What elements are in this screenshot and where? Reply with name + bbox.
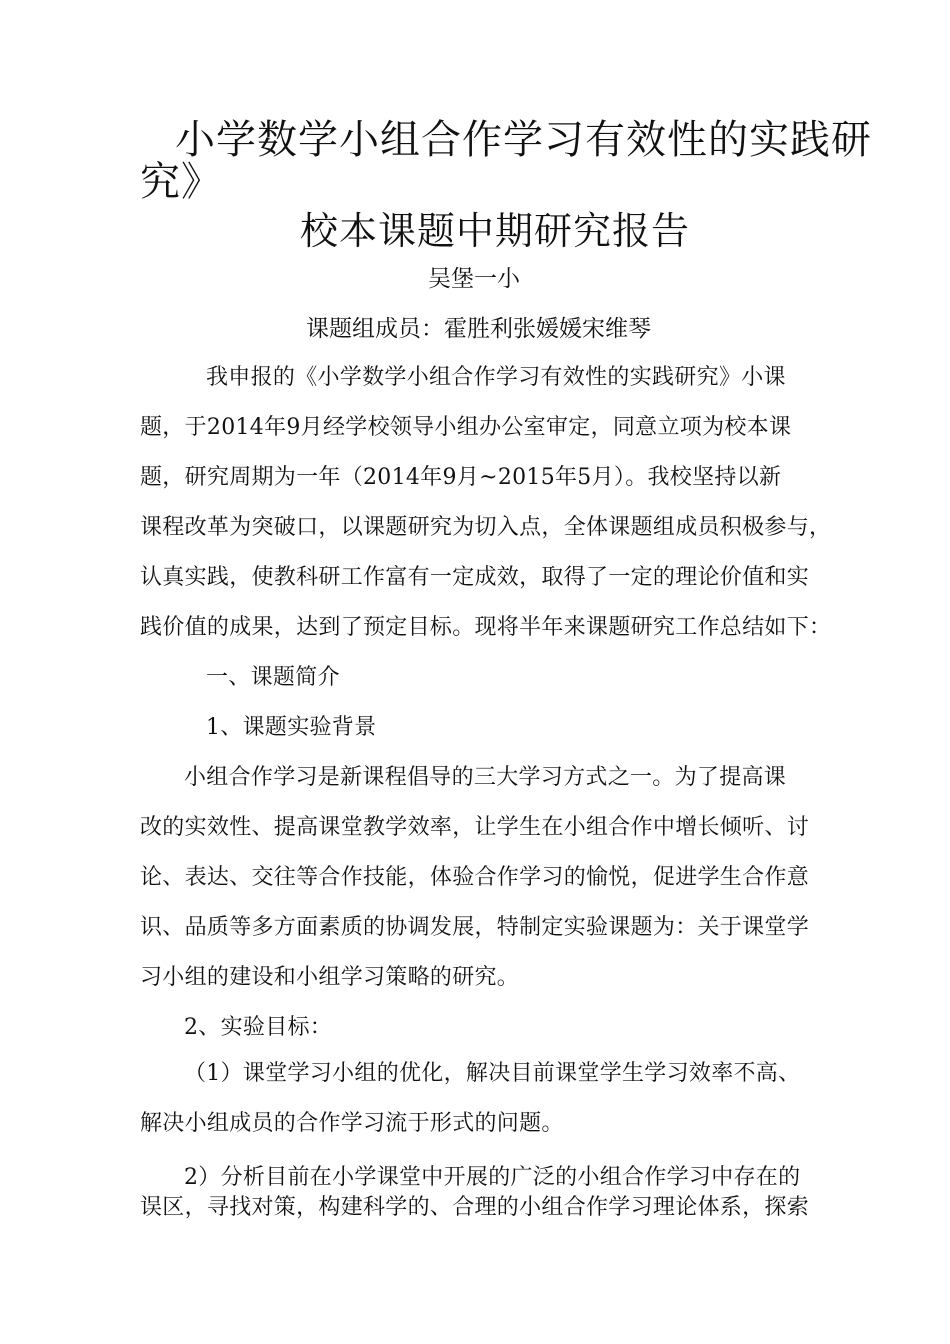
title-line-2: 究》 [140,159,222,205]
paragraph-line: 题，研究周期为一年（2014年9月~2015年5月）。我校坚持以新 [140,465,782,490]
subsection-heading: 2、实验目标： [184,1015,333,1040]
subtitle: 校本课题中期研究报告 [300,209,691,253]
subsection-heading: 1、课题实验背景 [206,715,377,740]
paragraph-line: 我申报的《小学数学小组合作学习有效性的实践研究》小课 [206,365,786,390]
paragraph-line: （1）课堂学习小组的优化，解决目前课堂学生学习效率不高、 [184,1061,801,1086]
team-members: 课题组成员：霍胜利张媛媛宋维琴 [306,316,651,342]
school-name: 吴堡一小 [428,266,520,292]
paragraph-line: 识、品质等多方面素质的协调发展，特制定实验课题为：关于课堂学 [140,915,810,940]
paragraph-line: 误区，寻找对策，构建科学的、合理的小组合作学习理论体系，探索 [140,1195,810,1220]
paragraph-line: 论、表达、交往等合作技能，体验合作学习的愉悦，促进学生合作意 [140,865,810,890]
title-line-1: 小学数学小组合作学习有效性的实践研 [175,117,872,163]
paragraph-line: 小组合作学习是新课程倡导的三大学习方式之一。为了提高课 [184,765,787,790]
section-heading: 一、课题简介 [206,665,340,690]
paragraph-line: 改的实效性、提高课堂教学效率，让学生在小组合作中增长倾听、讨 [140,815,810,840]
paragraph-line: 习小组的建设和小组学习策略的研究。 [140,965,520,990]
paragraph-line: 2）分析目前在小学课堂中开展的广泛的小组合作学习中存在的 [184,1165,801,1190]
paragraph-line: 践价值的成果，达到了预定目标。现将半年来课题研究工作总结如下： [140,615,832,640]
paragraph-line: 认真实践，使教科研工作富有一定成效，取得了一定的理论价值和实 [140,565,810,590]
paragraph-line: 课程改革为突破口，以课题研究为切入点，全体课题组成员积极参与， [140,515,832,540]
paragraph-line: 题，于2014年9月经学校领导小组办公室审定，同意立项为校本课 [140,415,792,440]
paragraph-line: 解决小组成员的合作学习流于形式的问题。 [140,1111,564,1136]
